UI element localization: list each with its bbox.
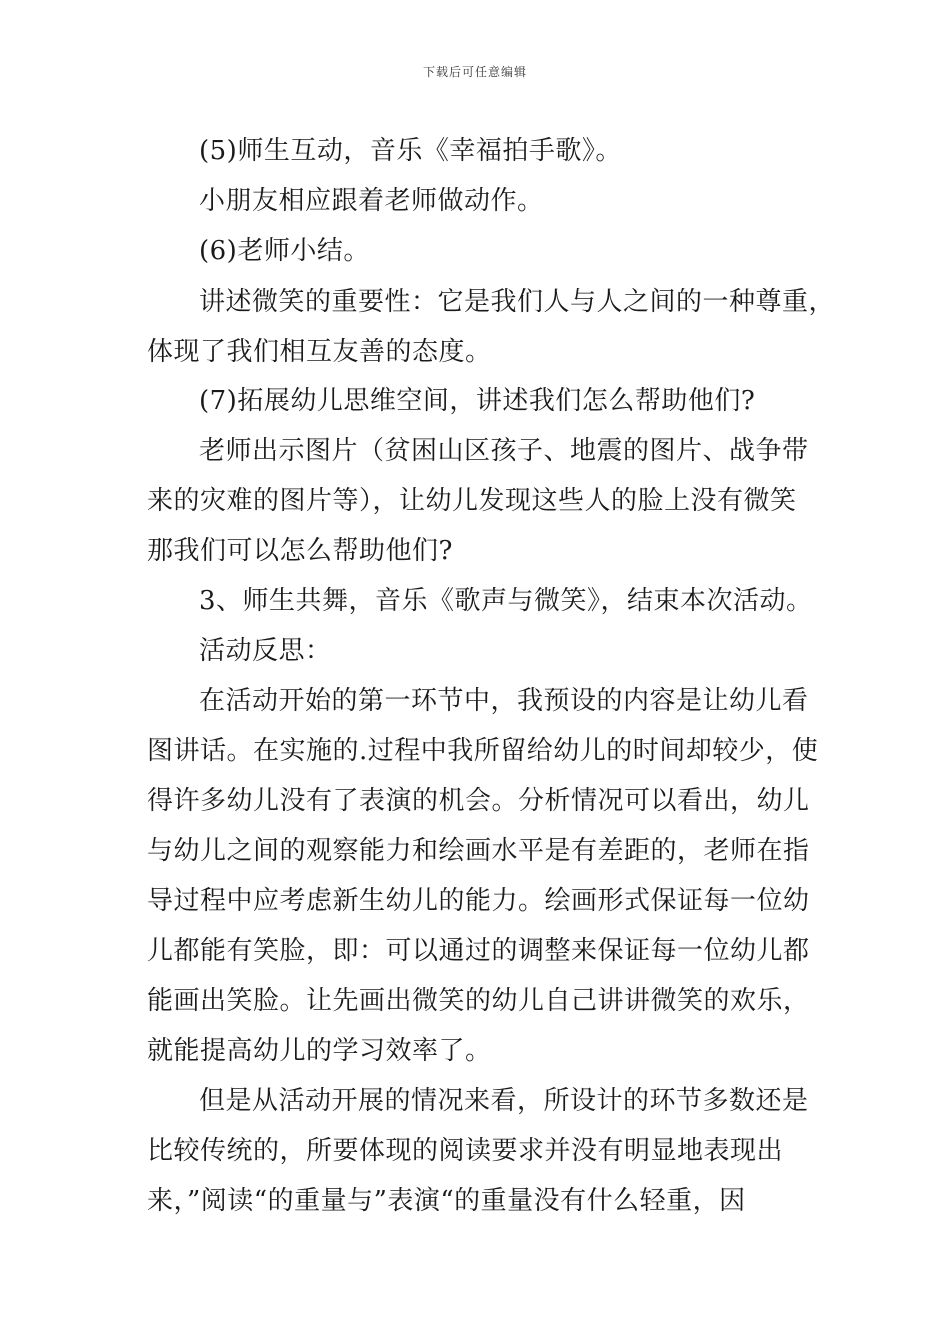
- body-line: 比较传统的，所要体现的阅读要求并没有明显地表现出: [147, 1136, 784, 1166]
- body-line: 与幼儿之间的观察能力和绘画水平是有差距的，老师在指: [147, 836, 810, 866]
- body-line: 小朋友相应跟着老师做动作。: [199, 186, 544, 216]
- body-line: 3、师生共舞，音乐《歌声与微笑》，结束本次活动。: [199, 586, 813, 616]
- page-header: 下载后可任意编辑: [422, 65, 527, 79]
- body-line: 在活动开始的第一环节中，我预设的内容是让幼儿看: [199, 686, 809, 716]
- body-line: 来，”阅读“的重量与”表演“的重量没有什么轻重，因: [147, 1186, 746, 1216]
- body-line: 图讲话。在实施的.过程中我所留给幼儿的时间却较少，使: [147, 736, 819, 766]
- body-line: 能画出笑脸。让先画出微笑的幼儿自己讲讲微笑的欢乐，: [147, 986, 810, 1016]
- body-line: 活动反思：: [199, 636, 332, 666]
- body-line: (6)老师小结。: [199, 236, 370, 266]
- body-line: 来的灾难的图片等），让幼儿发现这些人的脸上没有微笑: [147, 486, 797, 516]
- body-line: 体现了我们相互友善的态度。: [147, 337, 492, 367]
- body-line: 导过程中应考虑新生幼儿的能力。绘画形式保证每一位幼: [147, 886, 810, 916]
- body-line: (5)师生互动，音乐《幸福拍手歌》。: [199, 136, 622, 166]
- body-line: 得许多幼儿没有了表演的机会。分析情况可以看出，幼儿: [147, 786, 810, 816]
- body-line: 那我们可以怎么帮助他们?: [147, 536, 453, 566]
- body-line: 但是从活动开展的情况来看，所设计的环节多数还是: [199, 1086, 809, 1116]
- body-line: 老师出示图片（贫困山区孩子、地震的图片、战争带: [199, 436, 809, 466]
- body-line: 讲述微笑的重要性：它是我们人与人之间的一种尊重，: [199, 287, 836, 317]
- body-line: (7)拓展幼儿思维空间，讲述我们怎么帮助他们?: [199, 386, 756, 416]
- body-line: 儿都能有笑脸，即：可以通过的调整来保证每一位幼儿都: [147, 936, 810, 966]
- body-line: 就能提高幼儿的学习效率了。: [147, 1036, 492, 1066]
